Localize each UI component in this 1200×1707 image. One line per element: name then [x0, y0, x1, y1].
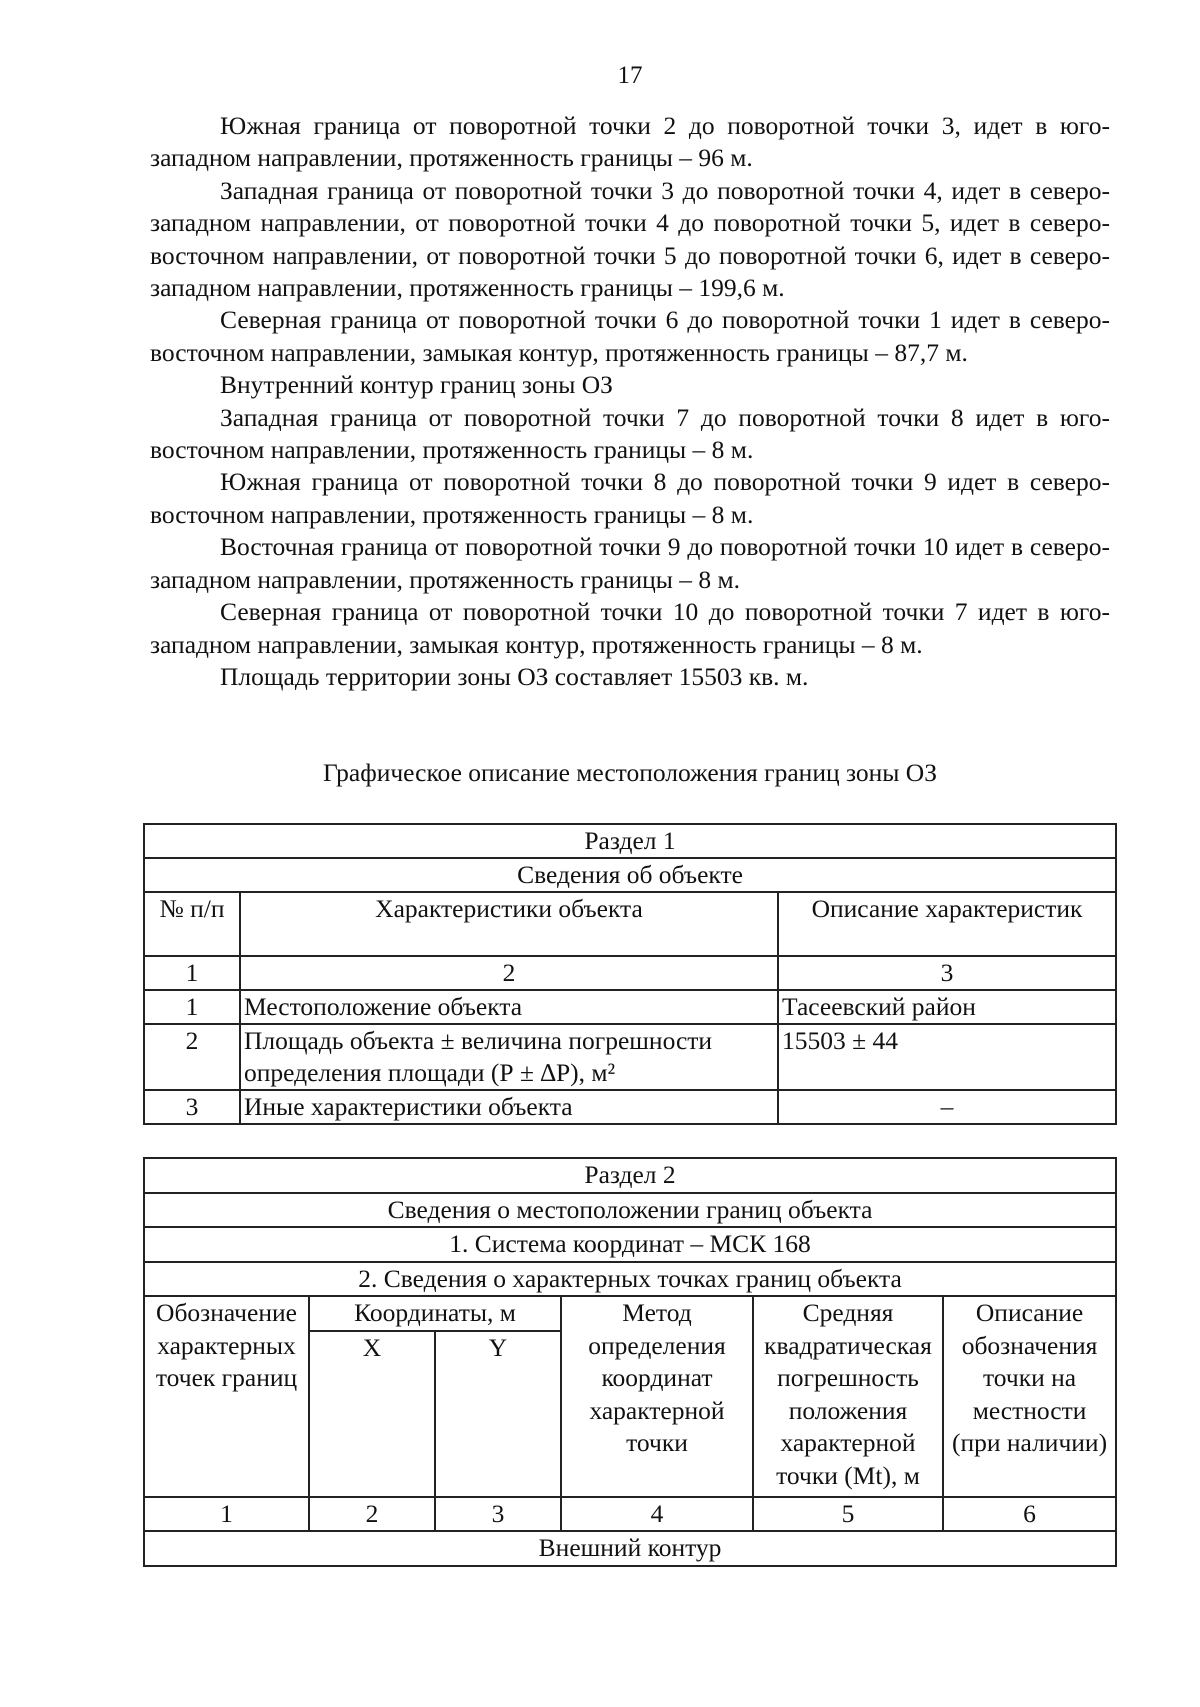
section-2-table: [143, 1157, 1117, 1567]
row-number: 2: [144, 1024, 240, 1090]
header-coordinates: Координаты, м: [309, 1296, 561, 1331]
section-1-table: [143, 823, 1117, 1125]
outer-contour-label: Внешний контур: [144, 1531, 1116, 1566]
paragraph-south-boundary: Южная граница от поворотной точки 2 до поворотной точки 3, идет в юго-западном направлении, протяженность границы – 96 м.: [150, 111, 1110, 173]
header-description: Описание характеристик: [778, 892, 1116, 956]
paragraph-inner-north-boundary: Северная граница от поворотной точки 10 до поворотной точки 7 идет в юго-западном направлении, замыкая контур, протяженность границы – 8 м.: [150, 597, 1110, 659]
column-number-1: 1: [144, 956, 240, 990]
header-method: Метод определения координат характерной точки: [561, 1296, 753, 1497]
column-number-3: 3: [435, 1497, 561, 1532]
table-row: [144, 990, 1116, 1024]
points-title: 2. Сведения о характерных точках границ объекта: [144, 1262, 1116, 1297]
row-characteristic: Иные характеристики объекта: [240, 1090, 778, 1124]
header-x: X: [309, 1331, 435, 1497]
section-1-title: Раздел 1: [144, 824, 1116, 858]
column-number-5: 5: [753, 1497, 943, 1532]
row-number: 1: [144, 990, 240, 1024]
paragraph-inner-contour-heading: Внутренний контур границ зоны ОЗ: [220, 370, 613, 400]
coordinate-system: 1. Система координат – МСК 168: [144, 1227, 1116, 1262]
section-1-subtitle: Сведения об объекте: [144, 858, 1116, 892]
header-number: № п/п: [144, 892, 240, 956]
header-point-description: Описание обозначения точки на местности (при наличии): [943, 1296, 1116, 1497]
header-characteristics: Характеристики объекта: [240, 892, 778, 956]
paragraph-inner-west-boundary: Западная граница от поворотной точки 7 до поворотной точки 8 идет в юго-восточном направлении, протяженность границы – 8 м.: [150, 402, 1110, 465]
table-row: [144, 1024, 1116, 1090]
row-value: Тасеевский район: [778, 990, 1116, 1024]
paragraph-area: Площадь территории зоны ОЗ составляет 15503 кв. м.: [220, 661, 809, 691]
column-number-4: 4: [561, 1497, 753, 1532]
paragraph-west-boundary: Западная граница от поворотной точки 3 до поворотной точки 4, идет в северо-западном направлении, от поворотной точки 4 до поворотной точки 5, идет в северо-восточном направлении, от поворотной точки 5 до поворотной точки 6, идет в северо-западном направлении, протяженность границы – 199,6 м.: [150, 175, 1110, 303]
row-value: –: [778, 1090, 1116, 1124]
section-2-subtitle: Сведения о местоположении границ объекта: [144, 1193, 1116, 1228]
column-number-6: 6: [943, 1497, 1116, 1532]
table-row: [144, 1090, 1116, 1124]
page-number: 17: [617, 62, 643, 89]
paragraph-inner-south-boundary: Южная граница от поворотной точки 8 до поворотной точки 9 идет в северо-восточном направлении, протяженность границы – 8 м.: [150, 467, 1110, 529]
paragraph-north-boundary: Северная граница от поворотной точки 6 до поворотной точки 1 идет в северо-восточном направлении, замыкая контур, протяженность границы – 87,7 м.: [150, 305, 1110, 367]
row-characteristic: Площадь объекта ± величина погрешности определения площади (Р ± ∆Р), м²: [240, 1024, 778, 1090]
column-number-2: 2: [240, 956, 778, 990]
body-text: [150, 110, 1110, 693]
header-error: Средняя квадратическая погрешность положения характерной точки (Mt), м: [753, 1296, 943, 1497]
header-y: Y: [435, 1331, 561, 1497]
table-caption: Графическое описание местоположения границ зоны ОЗ: [322, 758, 938, 787]
paragraph-inner-east-boundary: Восточная граница от поворотной точки 9 до поворотной точки 10 идет в северо-западном направлении, протяженность границы – 8 м.: [150, 532, 1110, 594]
row-value: 15503 ± 44: [778, 1024, 1116, 1090]
column-number-1: 1: [144, 1497, 309, 1532]
column-number-2: 2: [309, 1497, 435, 1532]
row-number: 3: [144, 1090, 240, 1124]
section-2-title: Раздел 2: [144, 1158, 1116, 1193]
column-number-3: 3: [778, 956, 1116, 990]
row-characteristic: Местоположение объекта: [240, 990, 778, 1024]
header-designation: Обозначение характерных точек границ: [144, 1296, 309, 1497]
